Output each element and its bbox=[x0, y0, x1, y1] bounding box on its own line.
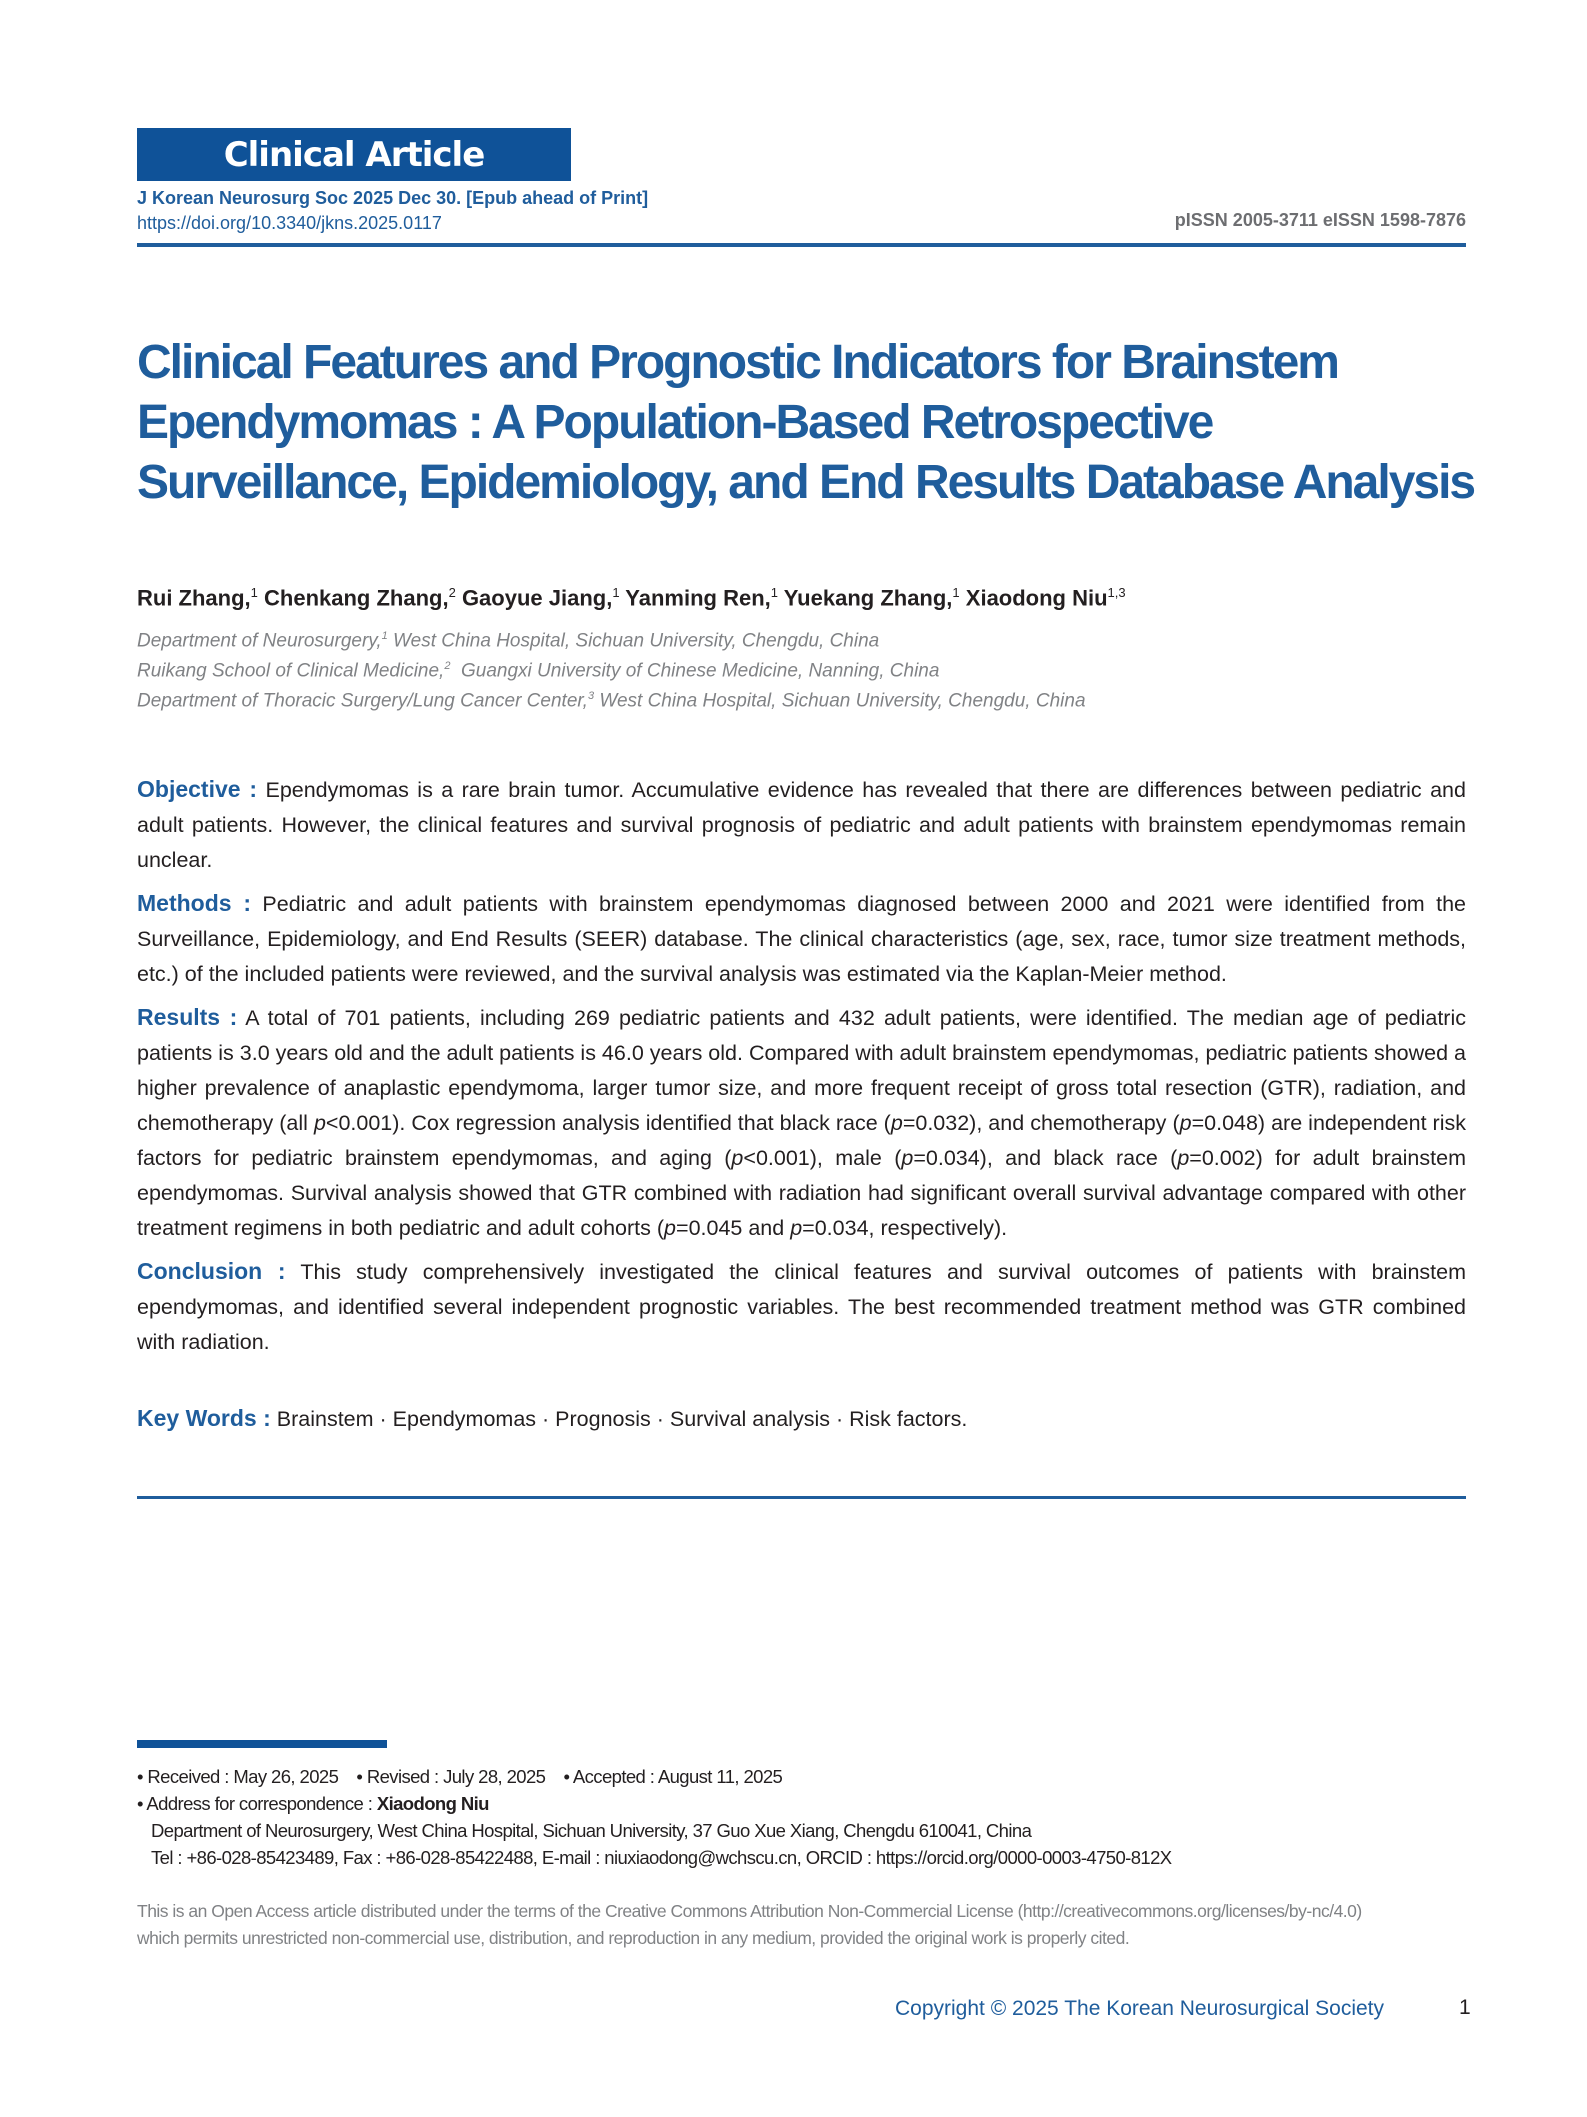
results-text: =0.048) are independent risk factors for pediatric brainstem ependymomas, and aging ( bbox=[137, 1111, 1466, 1170]
title-line-3: Surveillance, Epidemiology, and End Results Database Analysis bbox=[137, 456, 1475, 509]
p-value-symbol: p bbox=[790, 1216, 803, 1240]
license-notice bbox=[137, 1898, 1477, 1952]
author-name: Xiaodong Niu bbox=[965, 585, 1108, 611]
results-text: =0.034), and black race ( bbox=[913, 1146, 1178, 1170]
affiliation-dept: Ruikang School of Clinical Medicine, bbox=[137, 660, 445, 682]
journal-citation: J Korean Neurosurg Soc 2025 Dec 30. [Epub ahead of Print] bbox=[137, 188, 649, 208]
affiliation-mark: 1 bbox=[381, 630, 388, 642]
abstract-objective bbox=[137, 772, 1466, 878]
license-line-2: which permits unrestricted non-commercial use, distribution, and reproduction in any medium, provided the original work is properly cited. bbox=[137, 1928, 1130, 1948]
page-number: 1 bbox=[1459, 1996, 1471, 2019]
author-affiliation-mark: 1 bbox=[612, 585, 620, 600]
affiliation-mark: 3 bbox=[587, 690, 595, 702]
author-list bbox=[137, 585, 1126, 611]
keywords bbox=[137, 1405, 967, 1432]
p-value-symbol: p bbox=[890, 1111, 903, 1135]
p-value-symbol: p bbox=[664, 1216, 677, 1240]
affiliation-2 bbox=[137, 660, 939, 682]
author-name: Yuekang Zhang, bbox=[783, 585, 953, 611]
affiliation-1 bbox=[137, 630, 879, 652]
copyright: Copyright © 2025 The Korean Neurosurgical Society bbox=[895, 1997, 1385, 2020]
article-type-badge: Clinical Article bbox=[137, 128, 571, 181]
objective-text: Ependymomas is a rare brain tumor. Accumulative evidence has revealed that there are differences between pediatric and adult patients. However, the clinical features and survival prognosis of pediatric and adult patients with brainstem ependymomas remain unclear. bbox=[137, 778, 1466, 872]
p-value-symbol: p bbox=[1177, 1146, 1190, 1170]
results-label: Results : bbox=[137, 1004, 238, 1030]
abstract-divider bbox=[137, 1496, 1466, 1499]
author-affiliation-mark: 1,3 bbox=[1107, 585, 1126, 600]
abstract-conclusion bbox=[137, 1254, 1466, 1360]
submission-dates: • Received : May 26, 2025 • Revised : July 28, 2025 • Accepted : August 11, 2025 bbox=[137, 1766, 783, 1787]
results-text: A total of 701 patients, including 269 pediatric patients and 432 adult patients, were identified. The median age of pediatric patients is 3.0 years old and the adult patients is 46.0 years old. Compared with adult brainstem ependymomas, pediatric patients showed a higher prevalence of anaplastic ependymoma, larger tumor size, and more frequent receipt of gross total resection (GTR), radiation, and chemotherapy (all bbox=[137, 1006, 1466, 1135]
correspondence-address: Department of Neurosurgery, West China Hospital, Sichuan University, 37 Guo Xue Xiang, Chengdu 610041, China bbox=[151, 1820, 1032, 1841]
license-line-1: This is an Open Access article distributed under the terms of the Creative Commons Attribution Non-Commercial License (http://creativecommons.org/licenses/by-nc/4.0) bbox=[137, 1901, 1362, 1921]
abstract-methods bbox=[137, 886, 1466, 992]
p-value-symbol: p bbox=[731, 1146, 744, 1170]
keywords-label: Key Words : bbox=[137, 1405, 271, 1431]
affiliation-3 bbox=[137, 690, 1086, 712]
affiliation-mark: 2 bbox=[444, 660, 451, 672]
author-affiliation-mark: 1 bbox=[250, 585, 258, 600]
results-text: <0.001), male ( bbox=[743, 1146, 902, 1170]
article-title bbox=[137, 333, 1477, 513]
results-text: <0.001). Cox regression analysis identified that black race ( bbox=[325, 1111, 891, 1135]
correspondence-name: Xiaodong Niu bbox=[376, 1793, 489, 1814]
correspondence-contact: Tel : +86-028-85423489, Fax : +86-028-85422488, E-mail : niuxiaodong@wchscu.cn, ORCID : https://orcid.org/0000-0003-4750-812X bbox=[151, 1847, 1172, 1868]
p-value-symbol: p bbox=[901, 1146, 914, 1170]
affiliation-institution: Guangxi University of Chinese Medicine, Nanning, China bbox=[450, 660, 940, 682]
author-name: Rui Zhang, bbox=[137, 585, 251, 611]
abstract-results bbox=[137, 1000, 1466, 1246]
author-name: Chenkang Zhang, bbox=[264, 585, 449, 611]
title-line-1: Clinical Features and Prognostic Indicators for Brainstem bbox=[137, 336, 1338, 389]
methods-text: Pediatric and adult patients with brainstem ependymomas diagnosed between 2000 and 2021 were identified from the Surveillance, Epidemiology, and End Results (SEER) database. The clinical characteristics (age, sex, race, tumor size treatment methods, etc.) of the included patients were reviewed, and the survival analysis was estimated via the Kaplan-Meier method. bbox=[137, 892, 1466, 986]
keywords-text: Brainstem · Ependymomas · Prognosis · Survival analysis · Risk factors. bbox=[270, 1407, 968, 1431]
affiliation-dept: Department of Neurosurgery, bbox=[137, 630, 382, 652]
correspondence bbox=[137, 1790, 1172, 1817]
p-value-symbol: p bbox=[1179, 1111, 1192, 1135]
methods-label: Methods : bbox=[137, 890, 252, 916]
doi-link[interactable]: https://doi.org/10.3340/jkns.2025.0117 bbox=[137, 213, 442, 233]
objective-label: Objective : bbox=[137, 776, 258, 802]
results-text: =0.045 and bbox=[676, 1216, 791, 1240]
conclusion-label: Conclusion : bbox=[137, 1258, 286, 1284]
conclusion-text: This study comprehensively investigated the clinical features and survival outcomes of patients with brainstem ependymomas, and identified several independent prognostic variables. The best recommended treatment method was GTR combined with radiation. bbox=[137, 1260, 1467, 1354]
header-divider bbox=[137, 243, 1466, 247]
results-text: =0.034, respectively). bbox=[802, 1216, 1008, 1240]
author-affiliation-mark: 1 bbox=[770, 585, 778, 600]
author-name: Gaoyue Jiang, bbox=[461, 585, 613, 611]
results-text: =0.002) for adult brainstem ependymomas. Survival analysis showed that GTR combined with radiation had significant overall survival advantage compared with other treatment regimens in both pediatric and adult cohorts ( bbox=[137, 1146, 1466, 1240]
p-value-symbol: p bbox=[313, 1111, 326, 1135]
issn-info: pISSN 2005-3711 eISSN 1598-7876 bbox=[1174, 210, 1466, 230]
footnote-divider bbox=[137, 1740, 387, 1748]
author-affiliation-mark: 1 bbox=[952, 585, 960, 600]
affiliation-dept: Department of Thoracic Surgery/Lung Cancer Center, bbox=[137, 690, 588, 712]
footnotes bbox=[137, 1763, 1172, 1871]
author-name: Yanming Ren, bbox=[625, 585, 771, 611]
results-text: =0.032), and chemotherapy ( bbox=[902, 1111, 1180, 1135]
title-line-2: Ependymomas : A Population-Based Retrospective bbox=[137, 396, 1213, 449]
correspondence-prefix: • Address for correspondence : bbox=[137, 1793, 377, 1814]
abstract bbox=[137, 772, 1466, 1368]
affiliation-institution: West China Hospital, Sichuan University, Chengdu, China bbox=[387, 630, 880, 652]
author-affiliation-mark: 2 bbox=[448, 585, 456, 600]
affiliation-institution: West China Hospital, Sichuan University, Chengdu, China bbox=[594, 690, 1086, 712]
